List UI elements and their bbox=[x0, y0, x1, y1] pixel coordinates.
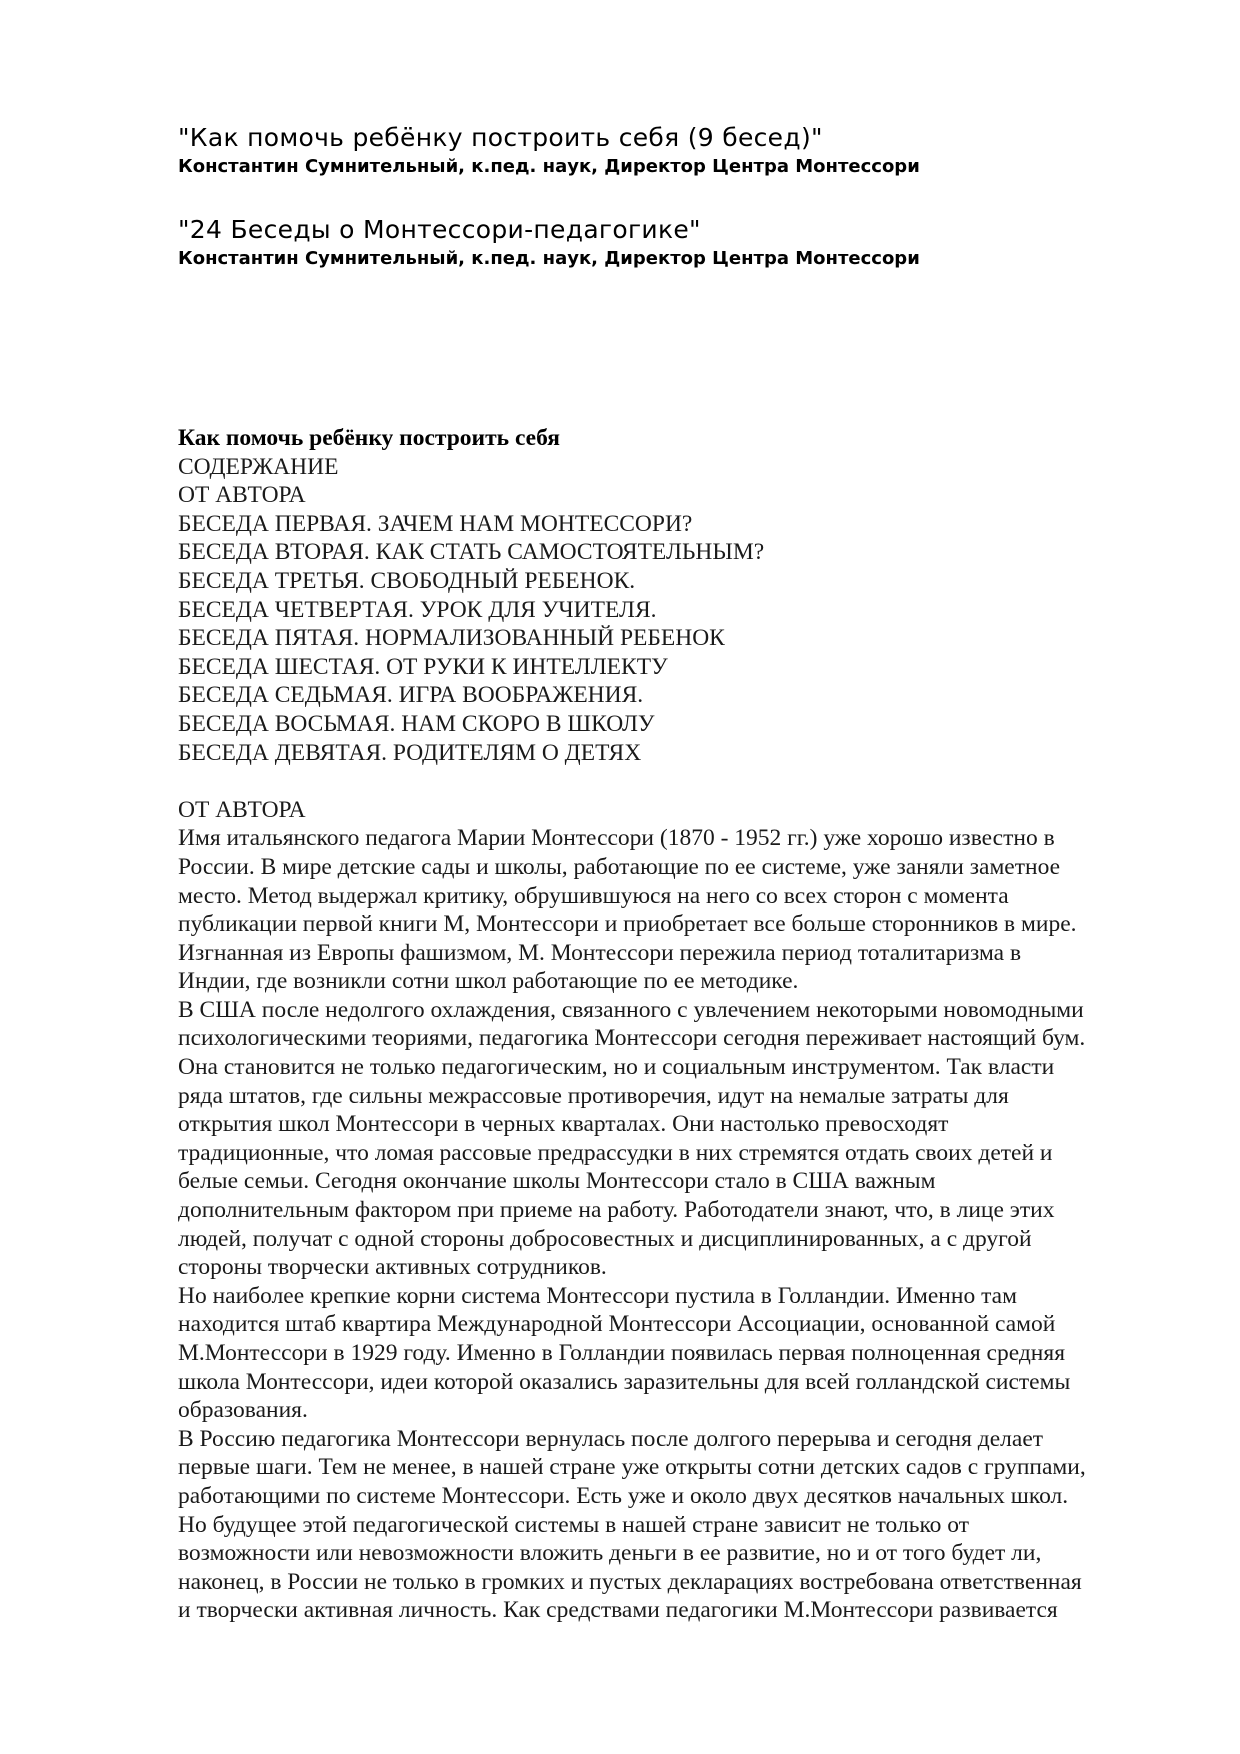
body-line: образования. bbox=[178, 1397, 308, 1424]
body-line: возможности или невозможности вложить деньги в ее развитие, но и от того будет ли, bbox=[178, 1540, 1042, 1567]
toc-item: БЕСЕДА ВТОРАЯ. КАК СТАТЬ САМОСТОЯТЕЛЬНЫМ? bbox=[178, 539, 765, 566]
toc-item: БЕСЕДА ПЯТАЯ. НОРМАЛИЗОВАННЫЙ РЕБЕНОК bbox=[178, 625, 725, 652]
book-title-1: "Как помочь ребёнку построить себя (9 бесед)" bbox=[178, 123, 823, 152]
body-line: первые шаги. Тем не менее, в нашей стране уже открыты сотни детских садов с группами, bbox=[178, 1454, 1086, 1481]
body-line: Имя итальянского педагога Марии Монтессори (1870 - 1952 гг.) уже хорошо известно в bbox=[178, 825, 1055, 852]
toc-item: ОТ АВТОРА bbox=[178, 482, 306, 509]
table-of-contents bbox=[178, 481, 1158, 767]
document-heading: Как помочь ребёнку построить себя bbox=[178, 425, 560, 451]
contents-label: СОДЕРЖАНИЕ bbox=[178, 453, 339, 480]
toc-item: БЕСЕДА ТРЕТЬЯ. СВОБОДНЫЙ РЕБЕНОК. bbox=[178, 567, 636, 594]
body-line: ряда штатов, где сильны межрассовые противоречия, идут на немалые затраты для bbox=[178, 1082, 1009, 1109]
body-text bbox=[178, 824, 1158, 1625]
body-line: М.Монтессори в 1929 году. Именно в Голландии появилась первая полноценная средняя bbox=[178, 1340, 1065, 1366]
body-line: открытия школ Монтессори в черных кварталах. Они настолько превосходят bbox=[178, 1111, 949, 1138]
body-line: место. Метод выдержал критику, обрушившуюся на него со всех сторон с момента bbox=[178, 882, 1009, 909]
toc-item: БЕСЕДА ВОСЬМАЯ. НАМ СКОРО В ШКОЛУ bbox=[178, 710, 655, 737]
body-line: традиционные, что ломая рассовые предрассудки в них стремятся отдать своих детей и bbox=[178, 1139, 1053, 1166]
toc-item: БЕСЕДА СЕДЬМАЯ. ИГРА ВООБРАЖЕНИЯ. bbox=[178, 682, 644, 709]
body-line: работающими по системе Монтессори. Есть уже и около двух десятков начальных школ. bbox=[178, 1482, 1069, 1509]
spacer bbox=[178, 767, 1158, 796]
body-line: Изгнанная из Европы фашизмом, М. Монтессори пережила период тоталитаризма в bbox=[178, 939, 1022, 966]
book-entry-1 bbox=[178, 123, 920, 179]
book-entry-2 bbox=[178, 215, 920, 271]
section-title: ОТ АВТОРА bbox=[178, 796, 306, 823]
main-text bbox=[178, 424, 1158, 1625]
body-line: находится штаб квартира Международной Монтессори Ассоциации, основанной самой bbox=[178, 1311, 1056, 1338]
book-author-2: Константин Сумнительный, к.пед. наук, Директор Центра Монтессори bbox=[178, 248, 920, 269]
toc-item: БЕСЕДА ШЕСТАЯ. ОТ РУКИ К ИНТЕЛЛЕКТУ bbox=[178, 653, 668, 680]
body-line: Но наиболее крепкие корни система Монтессори пустила в Голландии. Именно там bbox=[178, 1282, 1017, 1309]
body-line: психологическими теориями, педагогика Монтессори сегодня переживает настоящий бум. bbox=[178, 1025, 1086, 1052]
body-line: наконец, в России не только в громких и пустых декларациях востребована ответственная bbox=[178, 1568, 1082, 1595]
toc-item: БЕСЕДА ЧЕТВЕРТАЯ. УРОК ДЛЯ УЧИТЕЛЯ. bbox=[178, 596, 657, 623]
body-line: В Россию педагогика Монтессори вернулась после долгого перерыва и сегодня делает bbox=[178, 1425, 1044, 1452]
toc-item: БЕСЕДА ПЕРВАЯ. ЗАЧЕМ НАМ МОНТЕССОРИ? bbox=[178, 510, 693, 537]
body-line: белые семьи. Сегодня окончание школы Монтессори стало в США важным bbox=[178, 1168, 936, 1195]
toc-item: БЕСЕДА ДЕВЯТАЯ. РОДИТЕЛЯМ О ДЕТЯХ bbox=[178, 739, 642, 766]
body-line: России. В мире детские сады и школы, работающие по ее системе, уже заняли заметное bbox=[178, 853, 1061, 880]
body-line: В США после недолгого охлаждения, связанного с увлечением некоторыми новомодными bbox=[178, 996, 1084, 1023]
body-line: школа Монтессори, идеи которой оказались заразительны для всей голландской системы bbox=[178, 1368, 1071, 1395]
body-line: публикации первой книги М, Монтессори и приобретает все больше сторонников в мире. bbox=[178, 911, 1077, 938]
book-author-1: Константин Сумнительный, к.пед. наук, Директор Центра Монтессори bbox=[178, 156, 920, 177]
body-line: дополнительным фактором при приеме на работу. Работодатели знают, что, в лице этих bbox=[178, 1197, 1055, 1224]
body-line: стороны творчески активных сотрудников. bbox=[178, 1254, 607, 1281]
body-line: Но будущее этой педагогической системы в нашей стране зависит не только от bbox=[178, 1511, 970, 1538]
body-line: Она становится не только педагогическим, но и социальным инструментом. Так власти bbox=[178, 1054, 1055, 1081]
body-line: людей, получат с одной стороны добросовестных и дисциплинированных, а с другой bbox=[178, 1225, 1032, 1252]
body-line: и творчески активная личность. Как средствами педагогики М.Монтессори развивается bbox=[178, 1597, 1058, 1624]
body-line: Индии, где возникли сотни школ работающие по ее методике. bbox=[178, 968, 799, 995]
book-title-2: "24 Беседы о Монтессори-педагогике" bbox=[178, 215, 701, 244]
